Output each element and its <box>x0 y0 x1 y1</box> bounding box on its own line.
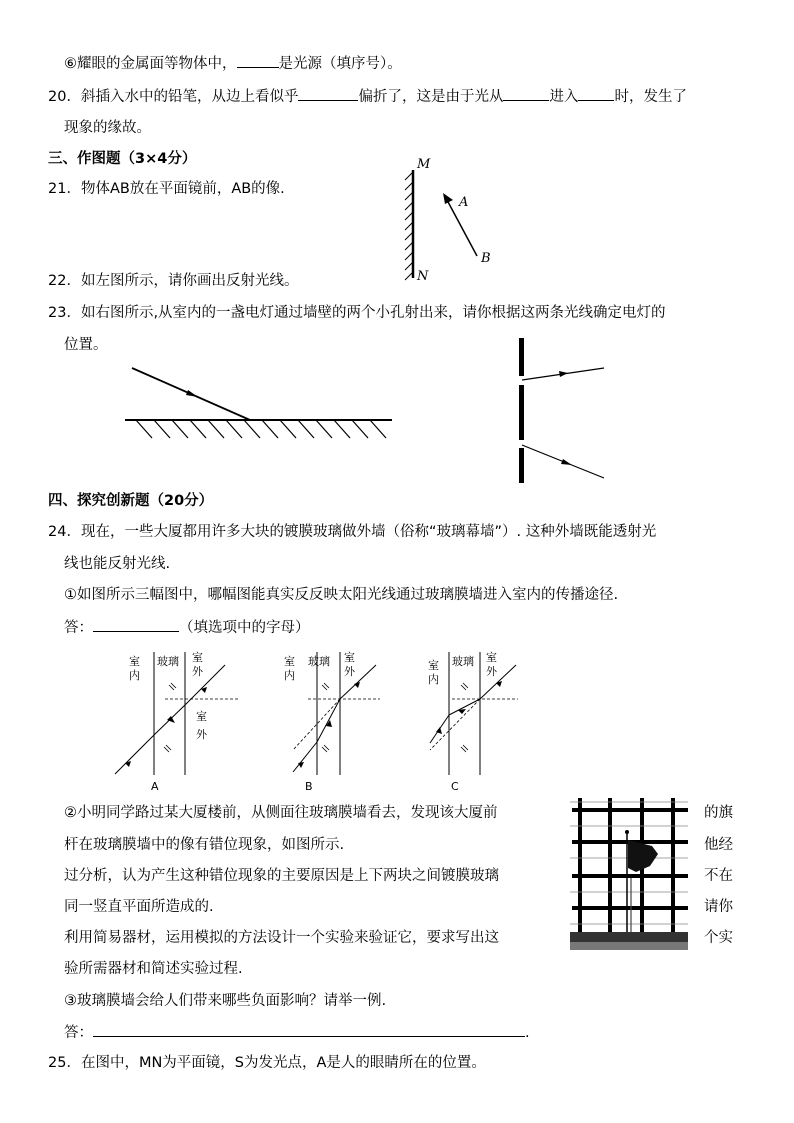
q20 <box>48 86 687 107</box>
text: 是光源（填序号）。 <box>278 56 402 72</box>
q24-part2-line4-right: 请你 <box>704 899 733 915</box>
outdoor-4: 外 <box>196 728 207 741</box>
q24-part2-line3: 过分析，认为产生这种错位现象的主要原因是上下两块之间镀膜玻璃 <box>64 868 499 884</box>
option-a: A <box>151 780 159 793</box>
outdoor-1: 室 <box>344 651 355 664</box>
outdoor-3: 室 <box>196 710 207 723</box>
wall-holes-figure <box>510 335 620 485</box>
q21: 21．物体AB放在平面镜前，AB的像. <box>48 181 285 197</box>
outdoor-1: 室 <box>486 651 497 664</box>
glass-label: 玻璃 <box>308 655 330 668</box>
reflection-figure <box>120 360 400 445</box>
label-A: A <box>459 195 469 210</box>
blank[interactable] <box>298 86 358 101</box>
q22: 22．如左图所示，请你画出反射光线。 <box>48 273 299 289</box>
label-M: M <box>417 157 431 172</box>
label-N: N <box>417 269 429 284</box>
indoor-1: 室 <box>284 655 295 668</box>
glass-figure-c <box>412 650 552 795</box>
indoor-2: 内 <box>129 669 140 682</box>
q24-part2-line1-right: 的旗 <box>704 805 733 821</box>
q24-part1: ①如图所示三幅图中，哪幅图能真实反反映太阳光线通过玻璃膜墙进入室内的传播途径. <box>64 587 619 603</box>
text: 偏折了，这是由于光从 <box>358 89 504 105</box>
text: ⑥耀眼的金属面等物体中， <box>64 56 237 72</box>
q24-part1-answer <box>64 617 310 638</box>
option-b: B <box>305 780 313 793</box>
q24-part2-line4: 同一竖直平面所造成的. <box>64 899 214 915</box>
text: 时，发生了 <box>614 89 687 105</box>
outdoor-2: 外 <box>344 665 355 678</box>
q20-cont: 现象的缘故。 <box>64 120 151 136</box>
blank[interactable] <box>93 617 179 632</box>
q23: 23．如右图所示,从室内的一盏电灯通过墙壁的两个小孔射出来，请你根据这两条光线确定电灯的 <box>48 305 666 321</box>
flagpole-photo <box>570 798 688 950</box>
q24-part2-line5: 利用简易器材，运用模拟的方法设计一个实验来验证它，要求写出这 <box>64 930 499 946</box>
glass-label: 玻璃 <box>157 655 179 668</box>
q24-part2-line5-right: 个实 <box>704 930 733 946</box>
indoor-1: 室 <box>129 655 140 668</box>
q24-part2-line2-right: 他经 <box>704 837 733 853</box>
blank[interactable] <box>503 86 549 101</box>
q23-cont: 位置。 <box>64 337 108 353</box>
q25: 25．在图中，MN为平面镜，S为发光点，A是人的眼睛所在的位置。 <box>48 1055 486 1071</box>
outdoor-2: 外 <box>486 665 497 678</box>
indoor-2: 内 <box>428 673 439 686</box>
blank[interactable] <box>237 53 279 68</box>
outdoor-1: 室 <box>192 651 203 664</box>
blank[interactable] <box>578 86 614 101</box>
text: 进入 <box>549 89 579 105</box>
q24-cont: 线也能反射光线. <box>64 556 171 572</box>
text: 答： <box>64 1025 93 1041</box>
q24-part2-line1: ②小明同学路过某大厦楼前，从侧面往玻璃膜墙看去，发现该大厦前 <box>64 805 498 821</box>
text: 答： <box>64 620 93 636</box>
text: （填选项中的字母） <box>179 620 310 636</box>
q24: 24．现在，一些大厦都用许多大块的镀膜玻璃做外墙（俗称“玻璃幕墙”）. 这种外墙既能透射光 <box>48 524 657 540</box>
mirror-figure <box>395 150 505 290</box>
glass-figure-a <box>105 650 245 795</box>
option-c: C <box>451 780 459 793</box>
q24-part3: ③玻璃膜墙会给人们带来哪些负面影响？请举一例. <box>64 993 387 1009</box>
glass-label: 玻璃 <box>452 655 474 668</box>
label-B: B <box>481 251 491 266</box>
q19-option6 <box>64 53 402 74</box>
section-4-title: 四、探究创新题（20分） <box>48 493 214 509</box>
q24-part2-line6: 验所需器材和简述实验过程. <box>64 961 243 977</box>
section-3-title: 三、作图题（3×4分） <box>48 151 197 167</box>
q24-part2-line2: 杆在玻璃膜墙中的像有错位现象，如图所示. <box>64 837 345 853</box>
text: 20．斜插入水中的铅笔，从边上看似乎 <box>48 89 299 105</box>
q24-part2-line3-right: 不在 <box>704 868 733 884</box>
outdoor-2: 外 <box>192 665 203 678</box>
text: . <box>525 1025 530 1041</box>
blank[interactable] <box>93 1022 525 1037</box>
glass-figure-b <box>268 650 408 795</box>
indoor-1: 室 <box>428 659 439 672</box>
indoor-2: 内 <box>284 669 295 682</box>
q24-part3-answer <box>64 1022 530 1043</box>
